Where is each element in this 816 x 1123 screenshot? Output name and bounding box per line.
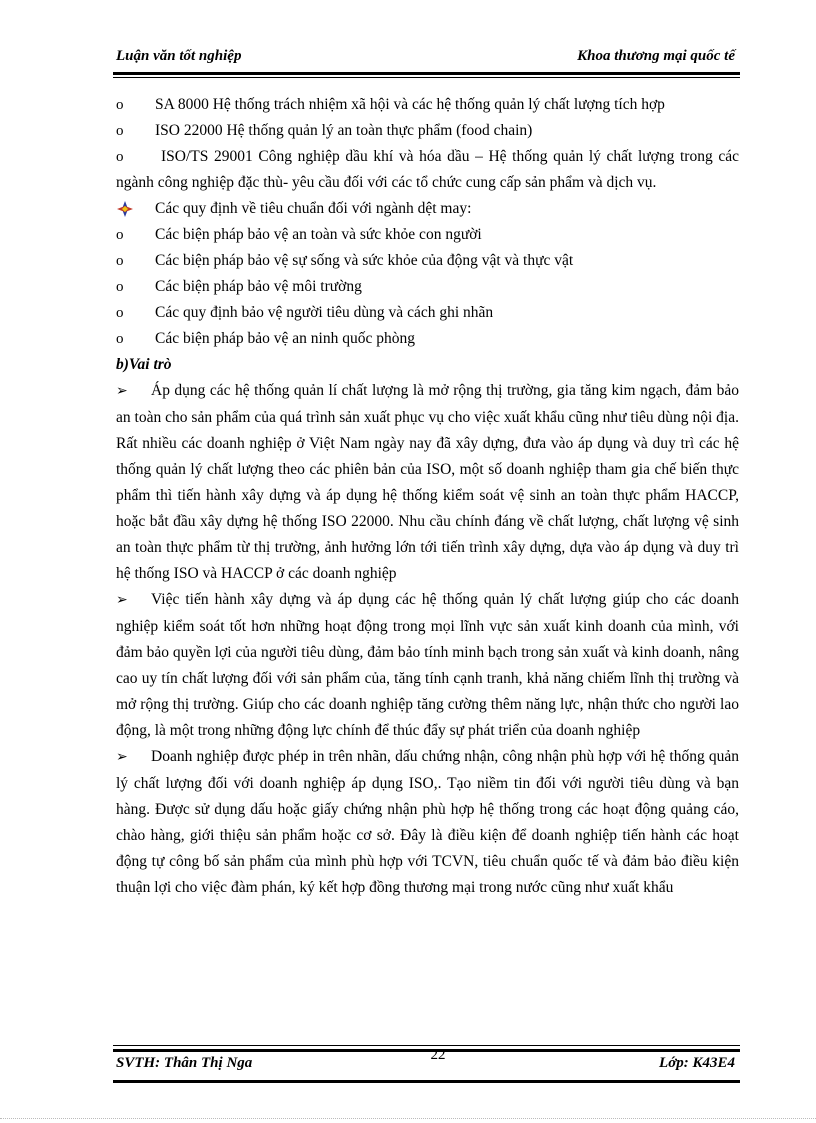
list-item-text: Các quy định bảo vệ người tiêu dùng và cách ghi nhãn — [155, 304, 494, 321]
footer-bottom-rule — [113, 1080, 740, 1083]
header-thesis-title: Luận văn tốt nghiệp — [116, 48, 242, 64]
footer-class: Lớp: K43E4 — [659, 1055, 735, 1071]
paragraph — [116, 744, 739, 901]
list-bullet: o — [116, 227, 124, 243]
list-item — [116, 326, 739, 352]
list-item-text: Các biện pháp bảo vệ môi trường — [155, 278, 362, 295]
section-heading: b)Vai trò — [116, 356, 172, 373]
list-bullet: o — [116, 305, 124, 321]
header-rule-thick — [113, 72, 740, 75]
list-item-text: Các biện pháp bảo vệ an toàn và sức khỏe con người — [155, 226, 482, 243]
list-item-text: SA 8000 Hệ thống trách nhiệm xã hội và các hệ thống quản lý chất lượng tích hợp — [155, 96, 665, 113]
arrow-bullet-icon: ➢ — [116, 384, 128, 399]
list-bullet: o — [116, 253, 124, 269]
list-item — [116, 274, 739, 300]
paragraph — [116, 587, 739, 744]
list-item-text: ISO 22000 Hệ thống quản lý an toàn thực phẩm (food chain) — [155, 122, 533, 139]
list-item — [116, 222, 739, 248]
header-faculty: Khoa thương mại quốc tế — [577, 48, 735, 64]
page-footer — [116, 1055, 735, 1077]
list-item — [116, 118, 739, 144]
list-item — [116, 144, 739, 196]
page-header — [116, 48, 735, 70]
list-item — [116, 300, 739, 326]
paragraph-text: Áp dụng các hệ thống quản lí chất lượng là mở rộng thị trường, gia tăng kim ngạch, đảm bảo an toàn cho sản phẩm của quá trình sản xuất phục vụ cho việc xuất khẩu cũng như tiêu dùng nội địa. Rất nhiều các doanh nghiệp ở Việt Nam ngày nay đã xây dựng, đưa vào áp dụng và duy trì các hệ thống quản lý chất lượng theo các phiên bản của ISO, một số doanh nghiệp tham gia chế biến thực phẩm thì tiến hành xây dựng và áp dụng hệ thống kiểm soát vệ sinh an toàn thực phẩm HACCP, hoặc bắt đầu xây dựng hệ thống ISO 22000. Nhu cầu chính đáng về chất lượng, chất lượng vệ sinh an toàn thực phẩm từ thị trường, ảnh hưởng lớn tới tiến trình xây dựng, dựa vào áp dụng và duy trì hệ thống ISO và HACCP ở các doanh nghiệp — [116, 382, 739, 582]
paragraph-text: Doanh nghiệp được phép in trên nhãn, dấu chứng nhận, công nhận phù hợp với hệ thống quản lý chất lượng đối với doanh nghiệp áp dụng ISO,. Tạo niềm tin đối với người tiêu dùng và bạn hàng. Được sử dụng dấu hoặc giấy chứng nhận phù hợp hệ thống trong các hoạt động quảng cáo, chào hàng, giới thiệu sản phẩm hoặc cơ sở. Đây là điều kiện để doanh nghiệp tiến hành các hoạt động tự công bố sản phẩm của mình phù hợp với TCVN, tiêu chuẩn quốc tế và đảm bảo điều kiện thuận lợi cho việc đàm phán, ký kết hợp đồng thương mại trong nước cũng như xuất khẩu — [116, 748, 739, 896]
list-bullet: o — [116, 123, 124, 139]
textile-heading — [116, 196, 739, 222]
paragraph-text: Việc tiến hành xây dựng và áp dụng các hệ thống quản lý chất lượng giúp cho các doanh nghiệp kiểm soát tốt hơn những hoạt động trong mọi lĩnh vực sản xuất kinh doanh của mình, với đảm bảo quyền lợi của người tiêu dùng, đảm bảo tính minh bạch trong sản xuất và kinh doanh, nâng cao uy tín chất lượng đối với sản phẩm của, tăng tính cạnh tranh, khả năng chiếm lĩnh thị trường và mở rộng thị trường. Giúp cho các doanh nghiệp tăng cường thêm năng lực, nhận thức cho người lao động, là một trong những động lực chính để thúc đẩy sự phát triển của doanh nghiệp — [116, 591, 739, 739]
list-bullet: o — [116, 97, 124, 113]
list-item — [116, 248, 739, 274]
list-bullet: o — [116, 149, 124, 165]
diamond-bullet-icon — [116, 200, 134, 218]
page-edge — [0, 1118, 816, 1119]
page-body — [116, 92, 739, 901]
page-number: 22 — [430, 1047, 446, 1063]
list-item-text: ISO/TS 29001 Công nghiệp dầu khí và hóa dầu – Hệ thống quản lý chất lượng trong các ngành công nghiệp đặc thù- yêu cầu đối với các tổ chức cung cấp sản phẩm và dịch vụ. — [116, 148, 739, 191]
footer-student: SVTH: Thân Thị Nga — [116, 1055, 253, 1071]
list-bullet: o — [116, 279, 124, 295]
list-item-text: Các biện pháp bảo vệ an ninh quốc phòng — [155, 330, 415, 347]
list-bullet: o — [116, 331, 124, 347]
header-rule-thin — [113, 77, 740, 78]
paragraph — [116, 378, 739, 587]
textile-heading-text: Các quy định về tiêu chuẩn đối với ngành dệt may: — [155, 200, 472, 217]
arrow-bullet-icon: ➢ — [116, 750, 128, 765]
footer-rule-thin — [113, 1045, 740, 1046]
list-item — [116, 92, 739, 118]
arrow-bullet-icon: ➢ — [116, 593, 128, 608]
list-item-text: Các biện pháp bảo vệ sự sống và sức khỏe của động vật và thực vật — [155, 252, 574, 269]
